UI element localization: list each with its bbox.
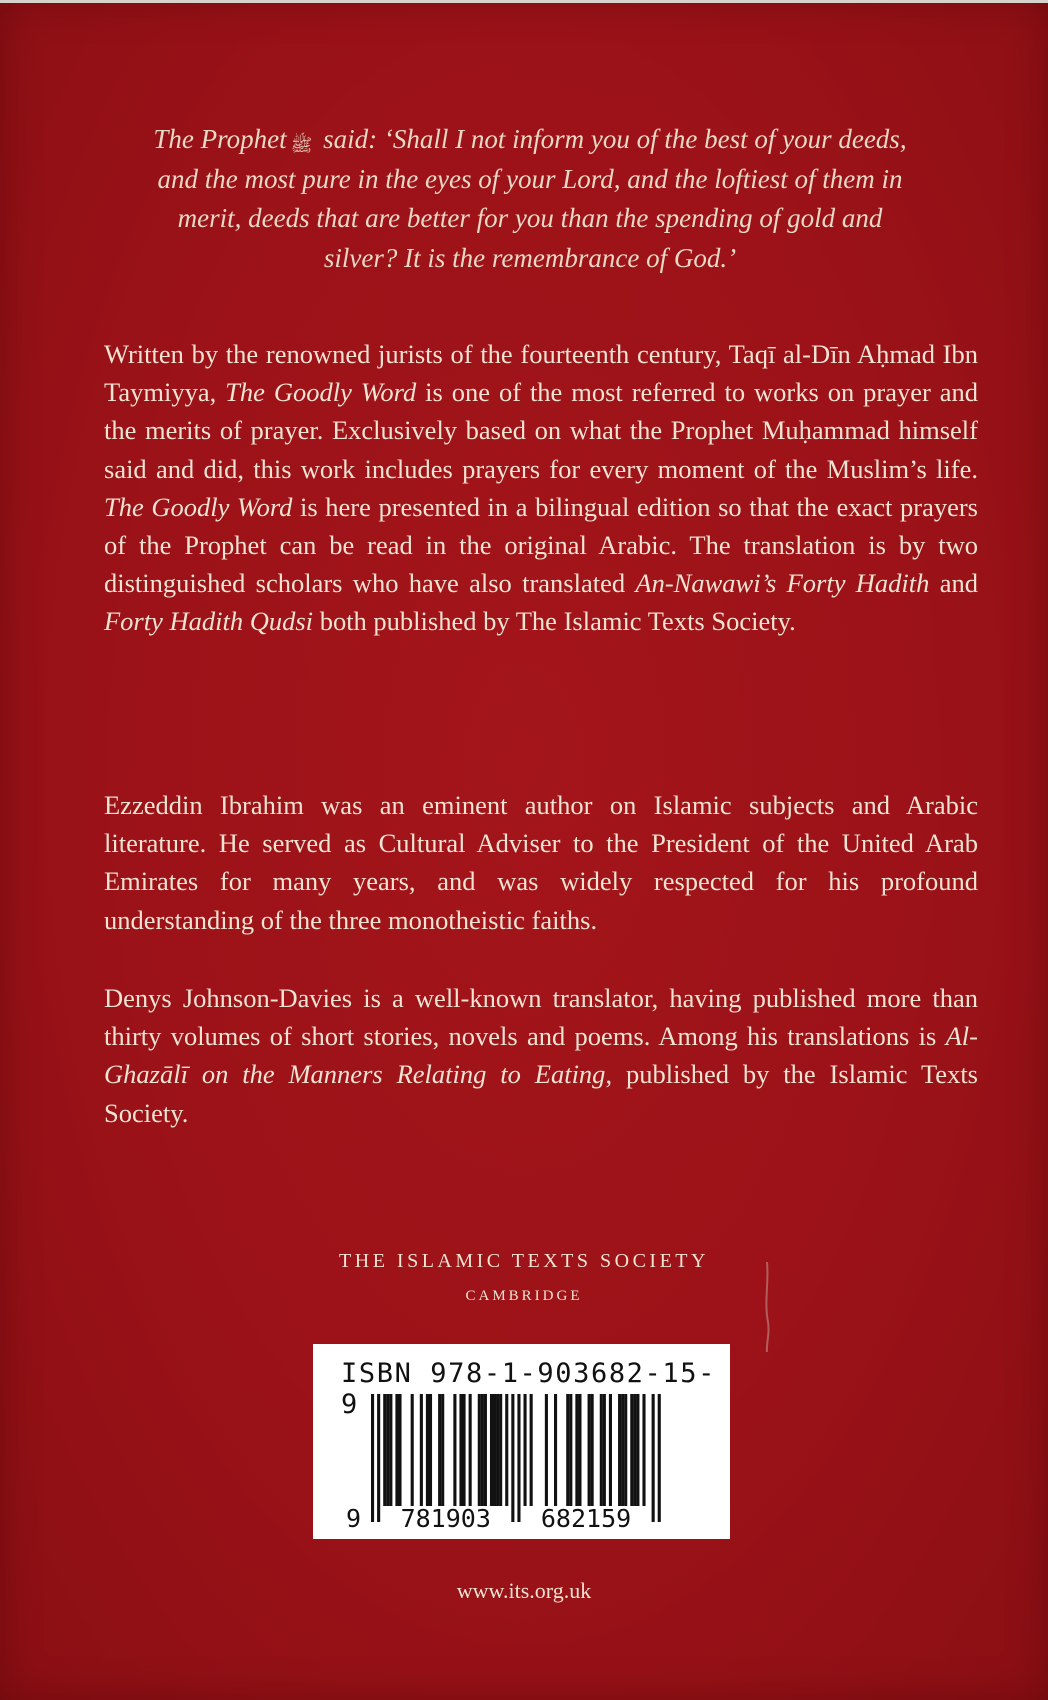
barcode-bar xyxy=(658,1394,661,1522)
related-title: Forty Hadith Qudsi xyxy=(104,606,314,637)
barcode-bar xyxy=(630,1394,633,1506)
quote-text: said: ‘Shall I not inform you of the best of your deeds, and the most pure in the eyes of your Lord, and the loftiest of them in merit, deeds that are better for you than the spending of gold and silver? It is the remembrance of God.’ xyxy=(157,124,907,273)
publisher-name: THE ISLAMIC TEXTS SOCIETY xyxy=(339,1250,709,1272)
book-description xyxy=(104,335,978,641)
barcode-bar xyxy=(636,1394,639,1506)
barcode-bar xyxy=(517,1394,520,1522)
barcode-bar xyxy=(524,1394,527,1506)
isbn-label: ISBN 978-1-903682-15-9 xyxy=(341,1358,716,1420)
description-text: Written by the renowned jurists of the fourteenth century, Taqī al-Dīn Aḥmad Ibn Taymiyya, xyxy=(104,339,978,408)
barcode-bar xyxy=(426,1394,429,1506)
barcode-bar xyxy=(453,1394,456,1506)
barcode-bar xyxy=(609,1394,612,1506)
related-title: An-Nawawi’s Forty Hadith xyxy=(635,568,930,599)
barcode-digit-lead: 9 xyxy=(345,1504,361,1533)
barcode-bar xyxy=(420,1394,423,1506)
barcode-bar xyxy=(642,1394,645,1506)
barcode-bar xyxy=(588,1394,591,1506)
barcode-bar xyxy=(383,1394,386,1506)
barcode-bar xyxy=(484,1394,487,1506)
author-bio-ibrahim: Ezzeddin Ibrahim was an eminent author on Islamic subjects and Arabic literature. He served as Cultural Adviser to the President of the United Arab Emirates for many years, and was widely respected for his profound understanding of the three monotheistic faiths. xyxy=(104,790,978,935)
barcode-bar xyxy=(493,1394,496,1506)
barcode-bar xyxy=(618,1394,621,1506)
salawat-calligraphy: ﷺ xyxy=(290,135,313,155)
barcode-bar xyxy=(591,1394,594,1506)
barcode-bar xyxy=(481,1394,484,1506)
bio-text: , published by the Islamic Texts Society. xyxy=(104,1059,978,1128)
barcode-bar xyxy=(511,1394,514,1522)
barcode-bar xyxy=(438,1394,441,1506)
hadith-quote xyxy=(150,120,910,278)
barcode-bar xyxy=(496,1394,499,1506)
scuff-mark xyxy=(760,1262,774,1352)
book-title: The Goodly Word xyxy=(225,377,417,408)
website-url: www.its.org.uk xyxy=(456,1578,592,1603)
description-text: is one of the most referred to works on prayer and the merits of prayer. Exclusively based on what the Prophet Muḥammad himself said and did, this work includes prayers for every moment of the Muslim’s life. xyxy=(104,377,978,484)
barcode-bar xyxy=(575,1394,578,1506)
barcode-bar xyxy=(530,1394,533,1506)
barcode-bar xyxy=(505,1394,508,1506)
barcode-bar xyxy=(377,1394,380,1522)
barcode-bar xyxy=(554,1394,557,1506)
barcode-bar xyxy=(603,1394,606,1506)
barcode-bar xyxy=(398,1394,401,1506)
barcode-bar xyxy=(411,1394,414,1506)
barcode-bars xyxy=(313,1344,730,1539)
barcode-bar xyxy=(389,1394,392,1506)
barcode-bar xyxy=(621,1394,624,1506)
barcode-bar xyxy=(624,1394,627,1506)
description-text: both published by The Islamic Texts Society. xyxy=(313,606,796,637)
barcode-bar xyxy=(545,1394,548,1506)
related-title: Al-Ghazālī on the Manners Relating to Eating xyxy=(104,1021,978,1090)
barcode-bar xyxy=(569,1394,572,1506)
description-text: and xyxy=(929,568,978,599)
quote-lead: The Prophet xyxy=(153,124,287,154)
barcode-bar xyxy=(499,1394,502,1506)
description-text: is here presented in a bilingual edition so that the exact prayers of the Prophet can be read in the original Arabic. The translation is by two distinguished scholars who have also translated xyxy=(104,491,978,599)
barcode-digits-right: 682159 xyxy=(540,1504,632,1533)
barcode-bar xyxy=(459,1394,462,1506)
barcode-bar xyxy=(395,1394,398,1506)
barcode-bar xyxy=(490,1394,493,1506)
isbn-barcode xyxy=(313,1344,730,1539)
barcode-bar xyxy=(386,1394,389,1506)
barcode-bar xyxy=(463,1394,466,1506)
barcode-digits-left: 781903 xyxy=(400,1504,491,1533)
book-title: The Goodly Word xyxy=(104,491,293,522)
publisher-city: CAMBRIDGE xyxy=(465,1288,583,1304)
bio-text: Denys Johnson-Davies is a well-known translator, having published more than thirty volumes of short stories, novels and poems. Among his translations is xyxy=(104,983,978,1052)
barcode-bar xyxy=(600,1394,603,1506)
author-bio-johnson-davies xyxy=(104,979,978,1132)
barcode-bar xyxy=(478,1394,481,1506)
barcode-bar xyxy=(652,1394,655,1522)
barcode-bar xyxy=(578,1394,581,1506)
barcode-bar xyxy=(566,1394,569,1506)
barcode-bar xyxy=(469,1394,472,1506)
barcode-bar xyxy=(633,1394,636,1506)
barcode-bar xyxy=(371,1394,374,1522)
barcode-bar xyxy=(429,1394,432,1506)
barcode-bar xyxy=(441,1394,444,1506)
